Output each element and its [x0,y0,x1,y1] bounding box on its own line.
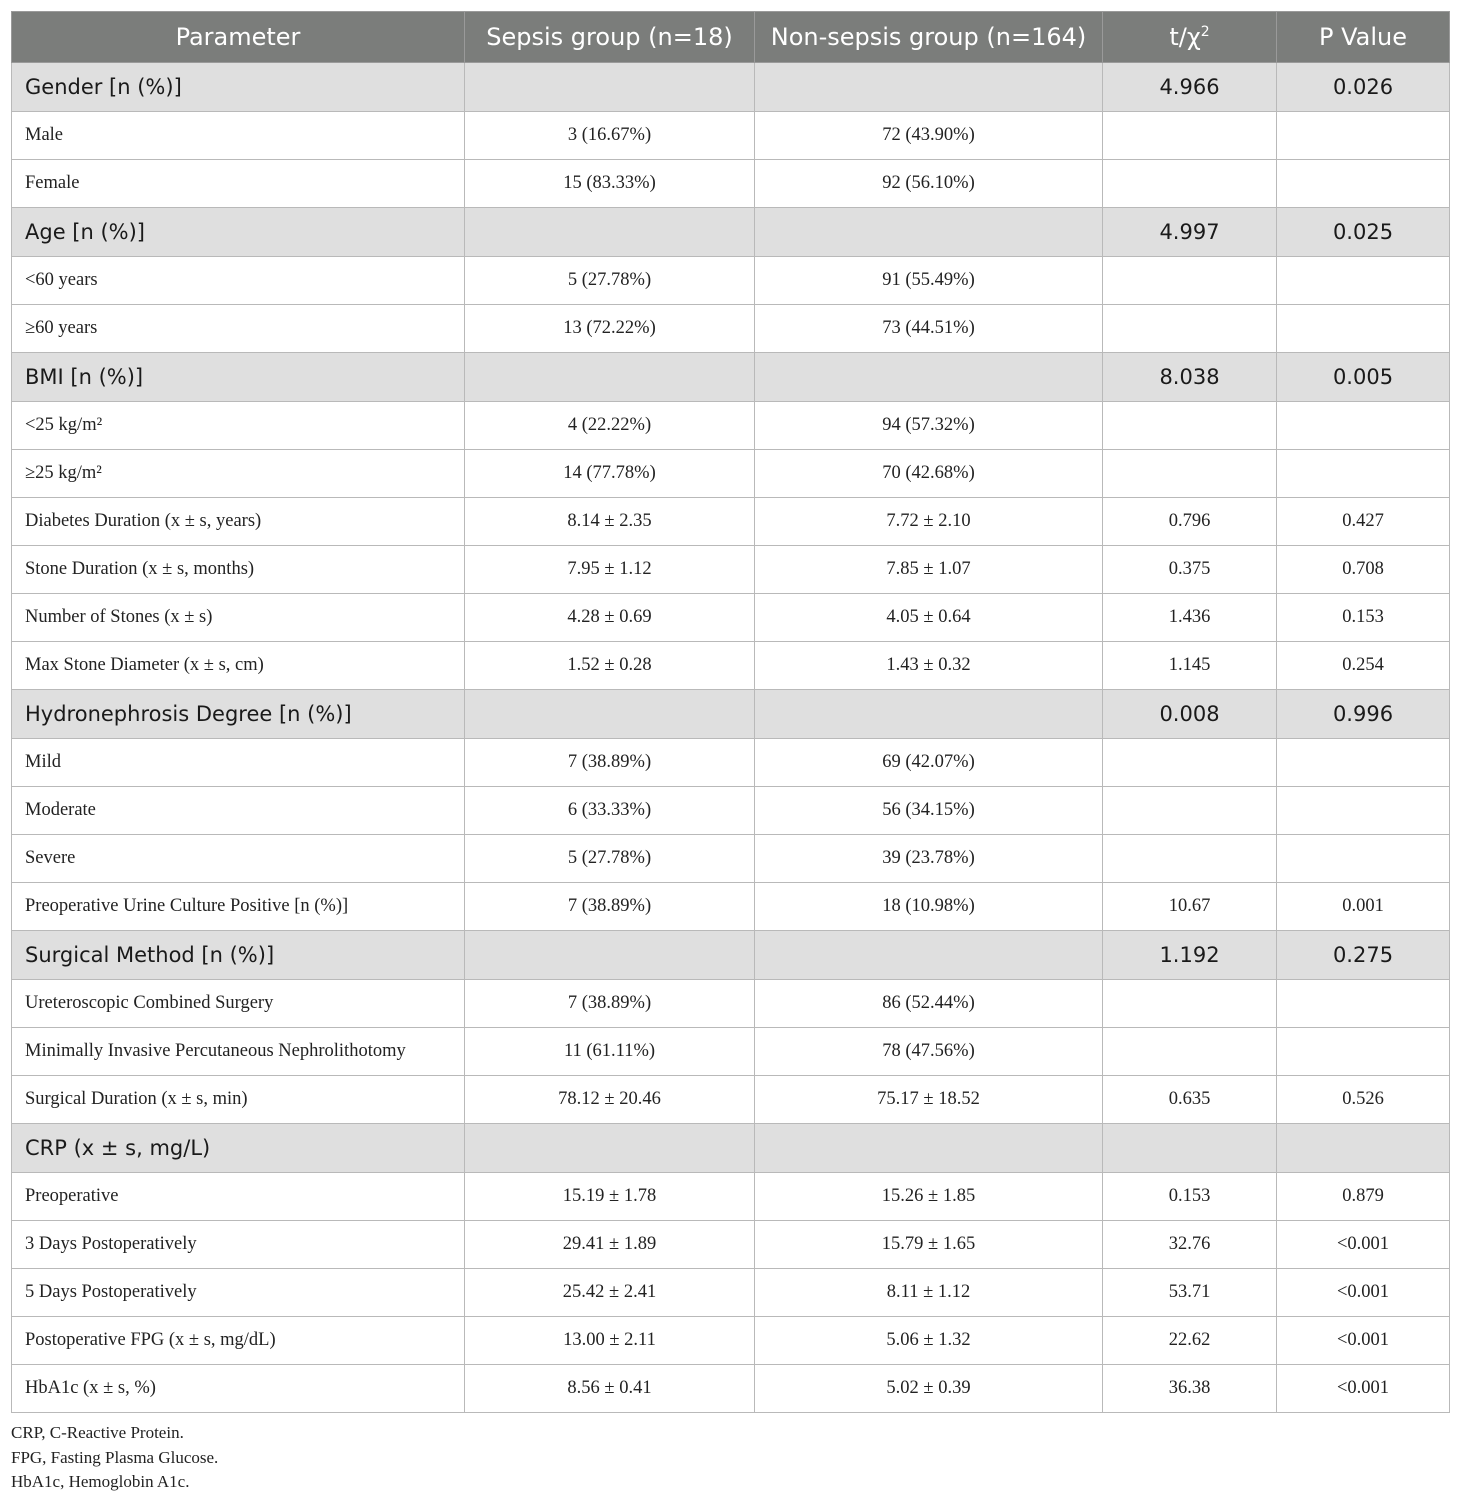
cell-p-value [1277,1028,1450,1076]
cell-sepsis [465,353,755,402]
cell-sepsis: 15.19 ± 1.78 [465,1173,755,1221]
cell-statistic: 36.38 [1103,1365,1277,1413]
cell-sepsis: 11 (61.11%) [465,1028,755,1076]
cell-p-value: 0.001 [1277,883,1450,931]
cell-non-sepsis [755,63,1103,112]
cell-non-sepsis: 5.06 ± 1.32 [755,1317,1103,1365]
cell-non-sepsis: 73 (44.51%) [755,305,1103,353]
table-row [12,883,1450,931]
cell-statistic: 1.192 [1103,931,1277,980]
cell-parameter: Surgical Duration (x ± s, min) [12,1076,465,1124]
table-row [12,642,1450,690]
cell-non-sepsis: 70 (42.68%) [755,450,1103,498]
cell-p-value: <0.001 [1277,1317,1450,1365]
cell-parameter: Severe [12,835,465,883]
cell-parameter: Male [12,112,465,160]
cell-p-value: <0.001 [1277,1365,1450,1413]
cell-p-value: 0.025 [1277,208,1450,257]
cell-p-value: 0.275 [1277,931,1450,980]
cell-parameter: Preoperative Urine Culture Positive [n (%)] [12,883,465,931]
cell-p-value [1277,112,1450,160]
cell-non-sepsis: 39 (23.78%) [755,835,1103,883]
cell-statistic: 32.76 [1103,1221,1277,1269]
cell-sepsis: 78.12 ± 20.46 [465,1076,755,1124]
cell-p-value: 0.153 [1277,594,1450,642]
table-row [12,1269,1450,1317]
cell-p-value: <0.001 [1277,1221,1450,1269]
cell-parameter: Gender [n (%)] [12,63,465,112]
table-row [12,1076,1450,1124]
cell-statistic [1103,305,1277,353]
cell-sepsis: 8.14 ± 2.35 [465,498,755,546]
cell-statistic: 10.67 [1103,883,1277,931]
cell-non-sepsis: 7.85 ± 1.07 [755,546,1103,594]
section-row [12,208,1450,257]
cell-parameter: <25 kg/m² [12,402,465,450]
cell-statistic [1103,835,1277,883]
cell-statistic: 8.038 [1103,353,1277,402]
cell-p-value: 0.526 [1277,1076,1450,1124]
cell-non-sepsis [755,690,1103,739]
cell-p-value [1277,835,1450,883]
header-stat-text: t/χ [1169,23,1201,51]
cell-sepsis [465,931,755,980]
cell-sepsis: 6 (33.33%) [465,787,755,835]
cell-p-value [1277,305,1450,353]
cell-non-sepsis [755,1124,1103,1173]
section-row [12,690,1450,739]
cell-sepsis: 25.42 ± 2.41 [465,1269,755,1317]
table-body [12,63,1450,1413]
footnote: HbA1c, Hemoglobin A1c. [11,1472,190,1491]
cell-parameter: CRP (x ± s, mg/L) [12,1124,465,1173]
cell-statistic: 0.153 [1103,1173,1277,1221]
cell-sepsis: 14 (77.78%) [465,450,755,498]
cell-parameter: Stone Duration (x ± s, months) [12,546,465,594]
table-row [12,112,1450,160]
cell-p-value: 0.996 [1277,690,1450,739]
cell-sepsis: 13.00 ± 2.11 [465,1317,755,1365]
footnote: FPG, Fasting Plasma Glucose. [11,1447,219,1467]
cell-sepsis: 7 (38.89%) [465,980,755,1028]
cell-statistic [1103,1124,1277,1173]
cell-sepsis: 5 (27.78%) [465,257,755,305]
cell-non-sepsis [755,208,1103,257]
cell-sepsis [465,63,755,112]
data-table [11,11,1450,1413]
cell-statistic [1103,112,1277,160]
cell-parameter: <60 years [12,257,465,305]
cell-non-sepsis: 72 (43.90%) [755,112,1103,160]
table-row [12,1221,1450,1269]
table-row [12,1173,1450,1221]
cell-statistic [1103,980,1277,1028]
cell-parameter: ≥60 years [12,305,465,353]
cell-non-sepsis: 75.17 ± 18.52 [755,1076,1103,1124]
cell-non-sepsis: 15.26 ± 1.85 [755,1173,1103,1221]
cell-non-sepsis: 15.79 ± 1.65 [755,1221,1103,1269]
cell-parameter: Ureteroscopic Combined Surgery [12,980,465,1028]
cell-non-sepsis [755,931,1103,980]
table-row [12,498,1450,546]
table-row [12,257,1450,305]
cell-statistic [1103,1028,1277,1076]
cell-sepsis [465,690,755,739]
cell-statistic [1103,450,1277,498]
table-row [12,1028,1450,1076]
cell-parameter: Surgical Method [n (%)] [12,931,465,980]
table-row [12,739,1450,787]
cell-non-sepsis: 94 (57.32%) [755,402,1103,450]
cell-p-value [1277,450,1450,498]
cell-statistic: 1.145 [1103,642,1277,690]
cell-non-sepsis: 56 (34.15%) [755,787,1103,835]
cell-sepsis: 8.56 ± 0.41 [465,1365,755,1413]
cell-statistic [1103,787,1277,835]
cell-sepsis: 3 (16.67%) [465,112,755,160]
cell-parameter: Female [12,160,465,208]
table-row [12,546,1450,594]
cell-p-value [1277,1124,1450,1173]
cell-p-value [1277,257,1450,305]
cell-sepsis: 4 (22.22%) [465,402,755,450]
cell-statistic: 22.62 [1103,1317,1277,1365]
cell-parameter: HbA1c (x ± s, %) [12,1365,465,1413]
cell-sepsis [465,1124,755,1173]
header-test-statistic [1103,12,1277,63]
cell-sepsis: 1.52 ± 0.28 [465,642,755,690]
cell-statistic [1103,402,1277,450]
cell-non-sepsis: 8.11 ± 1.12 [755,1269,1103,1317]
footnote: CRP, C-Reactive Protein. [11,1423,184,1442]
cell-non-sepsis: 5.02 ± 0.39 [755,1365,1103,1413]
table-row [12,450,1450,498]
cell-parameter: Minimally Invasive Percutaneous Nephrolithotomy [12,1028,465,1076]
cell-statistic [1103,257,1277,305]
cell-non-sepsis: 7.72 ± 2.10 [755,498,1103,546]
cell-parameter: BMI [n (%)] [12,353,465,402]
table-row [12,1317,1450,1365]
table-row [12,787,1450,835]
cell-p-value [1277,787,1450,835]
cell-statistic: 1.436 [1103,594,1277,642]
cell-sepsis: 7 (38.89%) [465,739,755,787]
cell-sepsis: 7.95 ± 1.12 [465,546,755,594]
section-row [12,1124,1450,1173]
table-row [12,594,1450,642]
cell-p-value: <0.001 [1277,1269,1450,1317]
cell-statistic: 53.71 [1103,1269,1277,1317]
cell-sepsis: 5 (27.78%) [465,835,755,883]
table-header-row [12,12,1450,63]
header-stat-superscript: 2 [1200,24,1210,40]
cell-parameter: Moderate [12,787,465,835]
cell-sepsis: 4.28 ± 0.69 [465,594,755,642]
cell-parameter: ≥25 kg/m² [12,450,465,498]
cell-non-sepsis: 78 (47.56%) [755,1028,1103,1076]
cell-p-value: 0.005 [1277,353,1450,402]
cell-sepsis: 15 (83.33%) [465,160,755,208]
cell-parameter: Preoperative [12,1173,465,1221]
cell-non-sepsis: 18 (10.98%) [755,883,1103,931]
cell-parameter: Max Stone Diameter (x ± s, cm) [12,642,465,690]
cell-statistic [1103,739,1277,787]
table-row [12,1365,1450,1413]
cell-statistic: 0.008 [1103,690,1277,739]
header-non-sepsis-group: Non-sepsis group (n=164) [755,12,1103,63]
cell-p-value [1277,739,1450,787]
cell-p-value: 0.879 [1277,1173,1450,1221]
footnotes [11,1421,1449,1495]
cell-non-sepsis: 1.43 ± 0.32 [755,642,1103,690]
cell-sepsis [465,208,755,257]
cell-p-value [1277,160,1450,208]
table-row [12,980,1450,1028]
cell-parameter: 3 Days Postoperatively [12,1221,465,1269]
cell-non-sepsis: 69 (42.07%) [755,739,1103,787]
cell-parameter: Diabetes Duration (x ± s, years) [12,498,465,546]
cell-p-value: 0.026 [1277,63,1450,112]
cell-non-sepsis [755,353,1103,402]
cell-p-value: 0.708 [1277,546,1450,594]
cell-p-value: 0.427 [1277,498,1450,546]
table-row [12,160,1450,208]
table-row [12,835,1450,883]
cell-parameter: Postoperative FPG (x ± s, mg/dL) [12,1317,465,1365]
section-row [12,353,1450,402]
cell-sepsis: 7 (38.89%) [465,883,755,931]
cell-statistic: 0.796 [1103,498,1277,546]
cell-sepsis: 29.41 ± 1.89 [465,1221,755,1269]
header-sepsis-group: Sepsis group (n=18) [465,12,755,63]
cell-parameter: Mild [12,739,465,787]
header-parameter: Parameter [12,12,465,63]
cell-statistic: 4.966 [1103,63,1277,112]
cell-p-value [1277,980,1450,1028]
table-row [12,305,1450,353]
cell-parameter: Age [n (%)] [12,208,465,257]
cell-parameter: Hydronephrosis Degree [n (%)] [12,690,465,739]
section-row [12,63,1450,112]
cell-sepsis: 13 (72.22%) [465,305,755,353]
cell-parameter: Number of Stones (x ± s) [12,594,465,642]
cell-non-sepsis: 91 (55.49%) [755,257,1103,305]
cell-parameter: 5 Days Postoperatively [12,1269,465,1317]
cell-p-value [1277,402,1450,450]
cell-statistic: 0.635 [1103,1076,1277,1124]
cell-non-sepsis: 4.05 ± 0.64 [755,594,1103,642]
cell-statistic: 4.997 [1103,208,1277,257]
table-container [11,11,1449,1495]
table-row [12,402,1450,450]
cell-statistic: 0.375 [1103,546,1277,594]
section-row [12,931,1450,980]
cell-non-sepsis: 86 (52.44%) [755,980,1103,1028]
header-p-value: P Value [1277,12,1450,63]
cell-p-value: 0.254 [1277,642,1450,690]
cell-statistic [1103,160,1277,208]
cell-non-sepsis: 92 (56.10%) [755,160,1103,208]
